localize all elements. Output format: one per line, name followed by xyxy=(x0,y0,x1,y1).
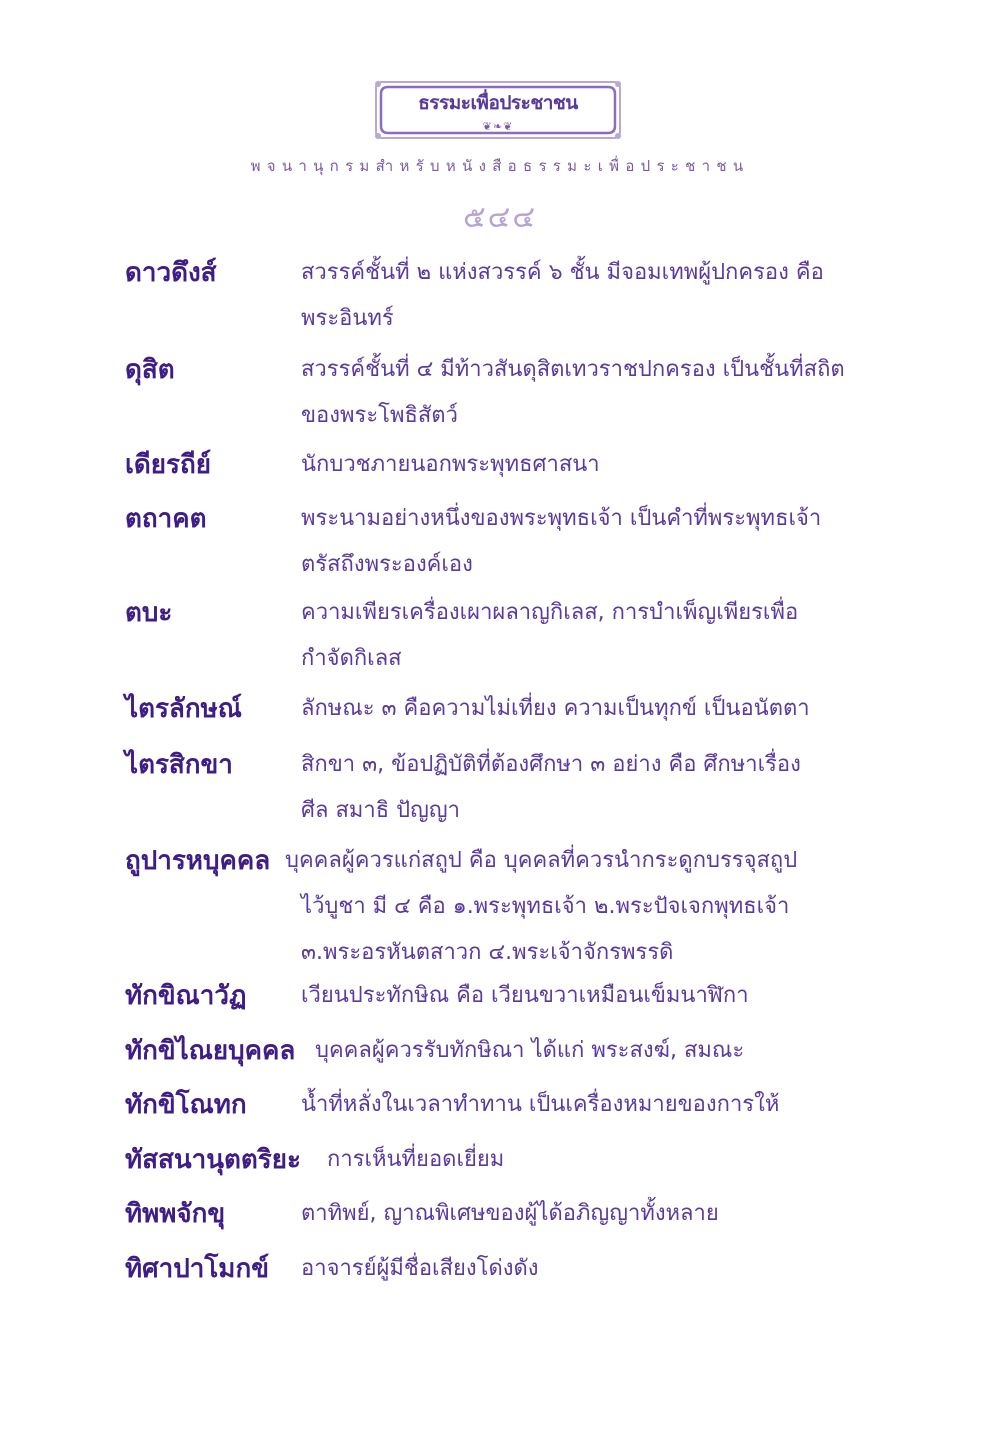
page-number: ๕๔๔ xyxy=(462,200,538,235)
definition-line: ตรัสถึงพระองค์เอง xyxy=(301,552,473,577)
entry-term: ทักขิโณทก xyxy=(125,1090,247,1120)
entry-term: ตถาคต xyxy=(125,504,207,534)
entry-definition xyxy=(301,742,871,834)
entry-definition xyxy=(301,686,871,732)
entry-definition xyxy=(315,1028,885,1074)
definition-line: เวียนประทักษิณ คือ เวียนขวาเหมือนเข็มนาฬิกา xyxy=(301,983,749,1008)
entry-term: ถูปารหบุคคล xyxy=(125,846,271,876)
definition-line: ไว้บูชา มี ๔ คือ ๑.พระพุทธเจ้า ๒.พระปัจเจกพุทธเจ้า xyxy=(301,894,790,919)
definition-line: ความเพียรเครื่องเผาผลาญกิเลส, การบำเพ็ญเพียรเพื่อ xyxy=(301,600,799,625)
definition-line: กำจัดกิเลส xyxy=(301,646,402,671)
definition-line: บุคคลผู้ควรรับทักษิณา ได้แก่ พระสงฆ์, สมณะ xyxy=(315,1038,745,1063)
entry-term: ทัสสนานุตตริยะ xyxy=(125,1145,301,1175)
entry-term: เดียรถีย์ xyxy=(125,450,211,480)
entry-definition xyxy=(301,590,871,682)
logo-title: ธรรมะเพื่อประชาชน xyxy=(418,92,578,114)
entry-definition xyxy=(301,347,871,439)
entry-term: ทิพพจักขุ xyxy=(125,1199,226,1229)
definition-line: ตาทิพย์, ญาณพิเศษของผู้ได้อภิญญาทั้งหลาย xyxy=(301,1201,719,1226)
entry-definition xyxy=(327,1137,897,1183)
entry-definition xyxy=(301,250,871,342)
definition-line: ลักษณะ ๓ คือความไม่เที่ยง ความเป็นทุกข์ เป็นอนัตตา xyxy=(301,696,810,721)
definition-line: อาจารย์ผู้มีชื่อเสียงโด่งดัง xyxy=(301,1256,539,1281)
entry-definition xyxy=(301,973,871,1019)
entry-term: ทักขิณาวัฏ xyxy=(125,981,247,1011)
entry-term: ไตรสิกขา xyxy=(125,750,233,780)
definition-line: น้ำที่หลั่งในเวลาทำทาน เป็นเครื่องหมายของการให้ xyxy=(301,1092,780,1117)
entry-term: ไตรลักษณ์ xyxy=(125,694,242,724)
logo-ornament-icon: ❦❧❦ xyxy=(482,120,514,133)
entry-definition xyxy=(301,1082,871,1128)
definition-line: พระนามอย่างหนึ่งของพระพุทธเจ้า เป็นคำที่พระพุทธเจ้า xyxy=(301,506,822,531)
entry-definition xyxy=(301,496,871,588)
entry-definition xyxy=(301,442,871,488)
book-logo xyxy=(372,78,624,142)
entry-term: ตบะ xyxy=(125,598,173,628)
entry-term: ทักขิไณยบุคคล xyxy=(125,1036,296,1066)
entry-definition xyxy=(285,838,855,976)
entry-term: ดาวดึงส์ xyxy=(125,258,217,288)
definition-line: นักบวชภายนอกพระพุทธศาสนา xyxy=(301,452,600,477)
entry-term: ดุสิต xyxy=(125,355,175,385)
entry-term: ทิศาปาโมกข์ xyxy=(125,1254,269,1284)
definition-line: บุคคลผู้ควรแก่สถูป คือ บุคคลที่ควรนำกระดูกบรรจุสถูป xyxy=(285,848,798,873)
entry-definition xyxy=(301,1246,871,1292)
definition-line: สวรรค์ชั้นที่ ๒ แห่งสวรรค์ ๖ ชั้น มีจอมเทพผู้ปกครอง คือ xyxy=(301,260,824,285)
entry-definition xyxy=(301,1191,871,1237)
definition-line: พระอินทร์ xyxy=(301,306,394,331)
definition-line: ของพระโพธิสัตว์ xyxy=(301,403,458,428)
definition-line: ศีล สมาธิ ปัญญา xyxy=(301,798,460,823)
dictionary-subtitle: พจนานุกรมสำหรับหนังสือธรรมะเพื่อประชาชน xyxy=(250,157,750,175)
definition-line: สวรรค์ชั้นที่ ๔ มีท้าวสันดุสิตเทวราชปกครอง เป็นชั้นที่สถิต xyxy=(301,357,845,382)
definition-line: การเห็นที่ยอดเยี่ยม xyxy=(327,1147,505,1172)
definition-line: ๓.พระอรหันตสาวก ๔.พระเจ้าจักรพรรดิ xyxy=(301,940,674,965)
definition-line: สิกขา ๓, ข้อปฏิบัติที่ต้องศึกษา ๓ อย่าง คือ ศึกษาเรื่อง xyxy=(301,752,801,777)
